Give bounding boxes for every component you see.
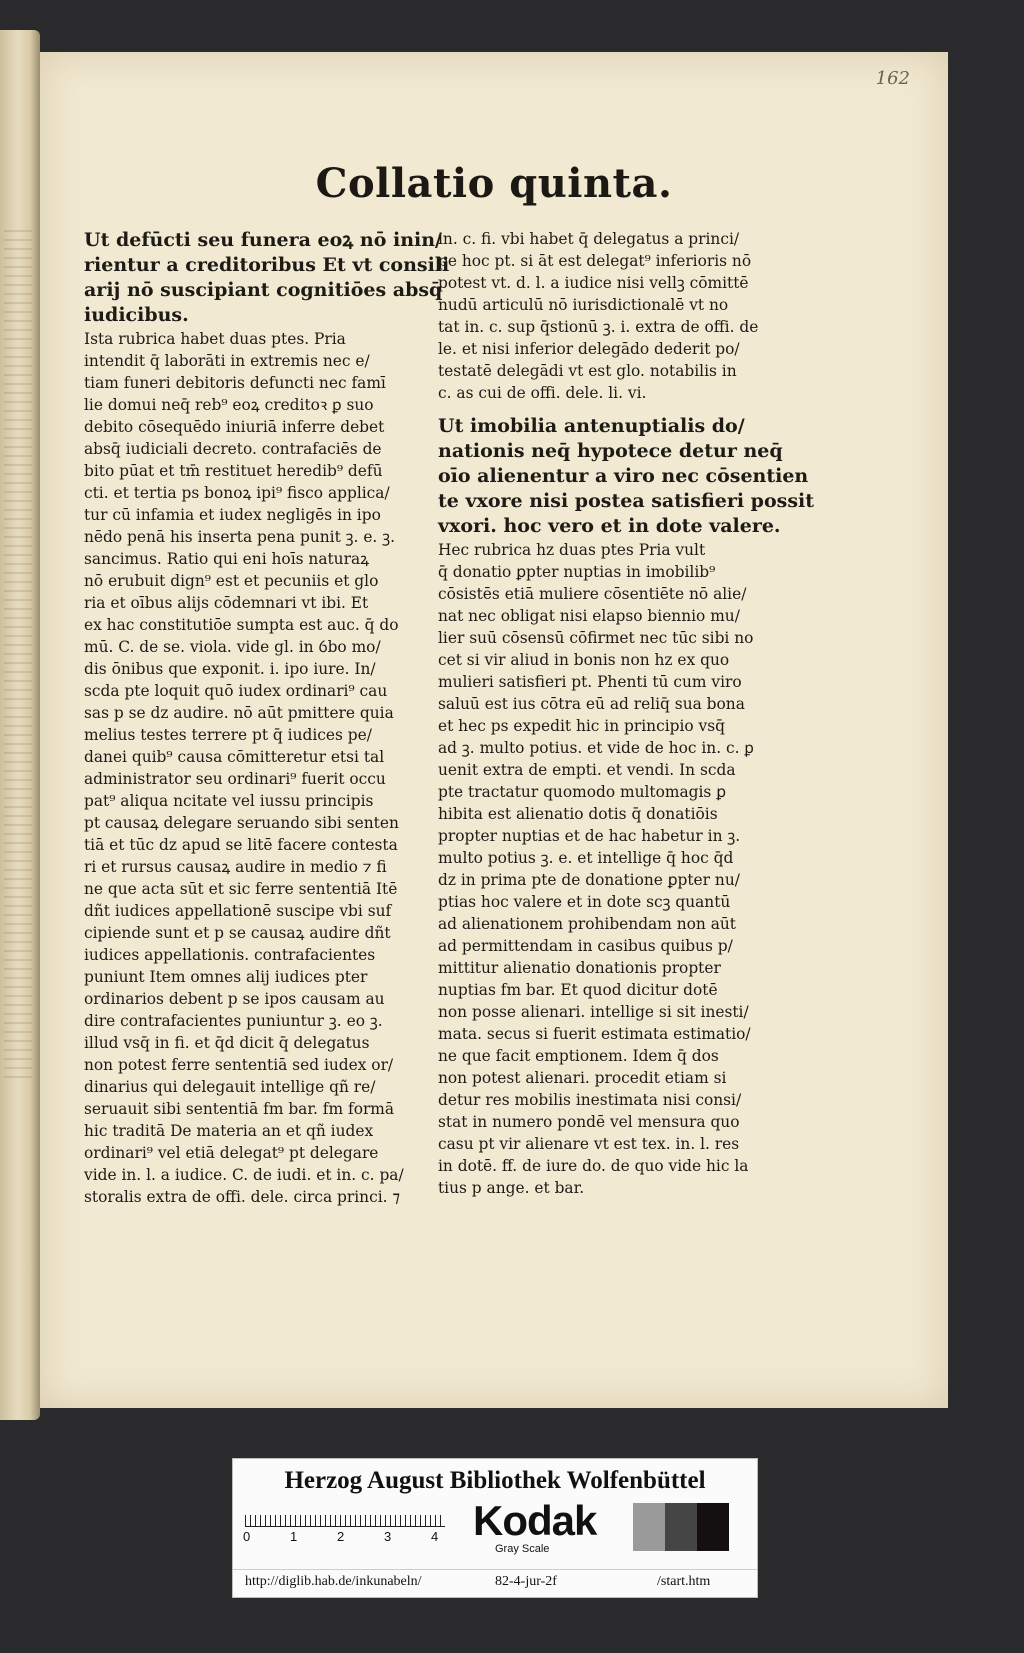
ruler-label: 0 <box>243 1529 251 1544</box>
text-line: dire contrafacientes puniuntur ꝫ. eo ꝫ. <box>84 1012 383 1030</box>
text-line: administrator seu ordinari⁹ fuerit occu <box>84 770 386 788</box>
text-line: tiā et tūc dz apud se litē facere contesta <box>84 836 398 854</box>
ruler-label: 4 <box>431 1529 439 1544</box>
left-text-column <box>84 228 454 1208</box>
ruler-scale <box>245 1505 445 1527</box>
text-line: q̄ donatio ꝑpter nuptias in imobilib⁹ <box>438 563 716 581</box>
library-name: Herzog August Bibliothek Wolfenbüttel <box>284 1467 706 1494</box>
text-line: oīo alienentur a viro nec cōsentien <box>438 465 809 487</box>
text-line: dinarius qui delegauit intellige qñ re/ <box>84 1078 376 1096</box>
ruler-label: 2 <box>337 1529 345 1544</box>
text-line: storalis extra de offi. dele. circa princi. ⁊ <box>84 1188 401 1206</box>
text-line: propter nuptias et de hac habetur in ꝫ. <box>438 827 741 845</box>
manuscript-page <box>40 52 948 1408</box>
ruler-label: 1 <box>290 1529 298 1544</box>
text-line: et hec ps expedit hic in principio vsq̄ <box>438 717 725 735</box>
text-line: Ut imobilia antenuptialis do/ <box>438 415 745 437</box>
text-line: scda pte loquit quō iudex ordinari⁹ cau <box>84 682 388 700</box>
text-line: pte tractatur quomodo multomagis ꝑ <box>438 783 726 801</box>
text-line: detur res mobilis inestimata nisi consi/ <box>438 1091 742 1109</box>
right-lead-text <box>438 228 810 404</box>
text-line: potest vt. d. l. a iudice nisi vellꝫ cōmittē <box>438 274 749 292</box>
text-line: nō erubuit dign⁹ est et pecuniis et glo <box>84 572 379 590</box>
folio-number: 162 <box>875 68 910 89</box>
text-line: hibita est alienatio dotis q̄ donatiōis <box>438 805 718 823</box>
text-line: cti. et tertia ps bonoꝝ ipi⁹ fisco applica/ <box>84 484 390 502</box>
gray-scale-label: Gray Scale <box>495 1543 550 1555</box>
text-line: hic traditā De materia an et qñ iudex <box>84 1122 374 1140</box>
text-line: dz in prima pte de donatione ꝑpter nu/ <box>438 871 740 889</box>
text-line: Ut defūcti seu funera eoꝝ nō inin/ <box>84 229 443 251</box>
text-line: danei quib⁹ causa cōmitteretur etsi tal <box>84 748 385 766</box>
text-line: absq̄ iudiciali decreto. contrafaciēs de <box>84 440 382 458</box>
text-line: iudicibus. <box>84 304 189 326</box>
text-line: ri et rursus causaꝝ audire in medio ⁊ fi <box>84 858 387 876</box>
text-line: non potest ferre sententiā sed iudex or/ <box>84 1056 394 1074</box>
text-line: bito pūat et tm̄ restituet heredib⁹ defū <box>84 462 383 480</box>
text-line: in. c. fi. vbi habet q̄ delegatus a princi/ <box>438 230 740 248</box>
text-line: nat nec obligat nisi elapso biennio mu/ <box>438 607 740 625</box>
text-line: iudices appellationis. contrafacientes <box>84 946 376 964</box>
text-line: puniunt Item omnes alij iudices pter <box>84 968 368 986</box>
text-line: illud vsq̄ in fi. et q̄d dicit q̄ delegatus <box>84 1034 370 1052</box>
text-line: ad ꝫ. multo potius. et vide de hoc in. c. ꝑ <box>438 739 754 757</box>
text-line: stat in numero pondē vel mensura quo <box>438 1113 740 1131</box>
text-line: vxori. hoc vero et in dote valere. <box>438 515 781 537</box>
text-line: vide in. l. a iudice. C. de iudi. et in. c. pa/ <box>84 1166 404 1184</box>
text-line: sancimus. Ratio qui eni hoīs naturaꝝ <box>84 550 370 568</box>
text-line: ptias hoc valere et in dote scꝫ quantū <box>438 893 731 911</box>
text-line: nuptias fm bar. Et quod dicitur dotē <box>438 981 718 999</box>
text-line: ne que acta sūt et sic ferre sententiā Itē <box>84 880 398 898</box>
shelfmark: 82-4-jur-2f <box>495 1574 557 1589</box>
text-line: arij nō suscipiant cognitiōes absq̄ <box>84 279 443 301</box>
library-color-strip <box>232 1458 758 1598</box>
footer-row <box>233 1569 757 1595</box>
right-text-column <box>438 228 815 1199</box>
text-line: multo potius ꝫ. e. et intellige q̄ hoc q̄d <box>438 849 734 867</box>
text-line: ria et oībus alijs cōdemnari vt ibi. Et <box>84 594 369 612</box>
gray-swatch-dark <box>697 1503 729 1551</box>
left-rubric <box>84 228 454 328</box>
text-line: c. as cui de offi. dele. li. vi. <box>438 384 647 402</box>
text-line: pat⁹ aliqua ncitate vel iussu principis <box>84 792 374 810</box>
right-rubric <box>438 414 815 539</box>
right-body-text <box>438 539 810 1199</box>
text-line: seruauit sibi sententiā fm bar. fm formā <box>84 1100 395 1118</box>
text-line: te vxore nisi postea satisfieri possit <box>438 490 815 512</box>
text-line: ad alienationem prohibendam non aūt <box>438 915 736 933</box>
text-line: cipiende sunt et p se causaꝝ audire dñt <box>84 924 391 942</box>
text-line: pt causaꝝ delegare seruando sibi senten <box>84 814 399 832</box>
text-line: debito cōsequēdo iniuriā inferre debet <box>84 418 385 436</box>
left-body-text <box>84 328 454 1208</box>
ruler-label: 3 <box>384 1529 392 1544</box>
text-line: dñt iudices appellationē suscipe vbi suf <box>84 902 392 920</box>
text-line: mū. C. de se. viola. vide gl. in ỽbo mo/ <box>84 638 381 656</box>
text-line: rientur a creditoribus Et vt consili <box>84 254 450 276</box>
gray-swatch-light <box>633 1503 665 1551</box>
text-line: melius testes terrere pt q̄ iudices pe/ <box>84 726 372 744</box>
text-line: mittitur alienatio donationis propter <box>438 959 721 977</box>
text-line: lier suū cōsensū cōfirmet nec tūc sibi no <box>438 629 754 647</box>
text-line: in dotē. ff. de iure do. de quo vide hic la <box>438 1157 749 1175</box>
gray-swatches <box>633 1503 729 1551</box>
text-line: cōsistēs etiā muliere cōsentiēte nō alie/ <box>438 585 747 603</box>
text-line: tur cū infamia et iudex negligēs in ipo <box>84 506 381 524</box>
ruler-labels <box>243 1529 453 1547</box>
text-line: tiam funeri debitoris defuncti nec famī <box>84 374 386 392</box>
gray-swatch-mid <box>665 1503 697 1551</box>
text-line: pe hoc pt. si āt est delegat⁹ inferioris nō <box>438 252 752 270</box>
text-line: mulieri satisfieri pt. Phenti tū cum viro <box>438 673 742 691</box>
text-line: testatē delegādi vt est glo. notabilis in <box>438 362 737 380</box>
text-line: non potest alienari. procedit etiam si <box>438 1069 727 1087</box>
text-line: casu pt vir alienare vt est tex. in. l. res <box>438 1135 740 1153</box>
text-line: ne que facit emptionem. Idem q̄ dos <box>438 1047 719 1065</box>
url-suffix[interactable]: /start.htm <box>657 1574 711 1589</box>
page-title: Collatio quinta. <box>315 160 673 207</box>
text-line: lie domui neq̄ reb⁹ eoꝝ creditoꝛ ꝑ suo <box>84 396 374 414</box>
text-line: ad permittendam in casibus quibus p/ <box>438 937 733 955</box>
text-line: ex hac constitutiōe sumpta est auc. q̄ do <box>84 616 399 634</box>
text-line: le. et nisi inferior delegādo dederit po/ <box>438 340 740 358</box>
text-line: tius p ange. et bar. <box>438 1179 585 1197</box>
text-line: intendit q̄ laborāti in extremis nec e/ <box>84 352 370 370</box>
text-line: uenit extra de empti. et vendi. In scda <box>438 761 736 779</box>
text-line: nudū articulū nō iurisdictionalē vt no <box>438 296 729 314</box>
text-line: ordinari⁹ vel etiā delegat⁹ pt delegare <box>84 1144 379 1162</box>
text-line: sas p se dz audire. nō aūt pmittere quia <box>84 704 394 722</box>
text-line: nationis neq̄ hypotece detur neq̄ <box>438 440 783 462</box>
text-line: saluū est ius cōtra eū ad reliq̄ sua bona <box>438 695 745 713</box>
text-line: Ista rubrica habet duas ptes. Pria <box>84 330 346 348</box>
text-line: cet si vir aliud in bonis non hz ex quo <box>438 651 730 669</box>
url-link[interactable]: http://diglib.hab.de/inkunabeln/ <box>245 1574 422 1589</box>
text-line: non posse alienari. intellige si sit inesti/ <box>438 1003 749 1021</box>
text-line: dis ōnibus que exponit. i. ipo iure. In/ <box>84 660 376 678</box>
text-line: Hec rubrica hz duas ptes Pria vult <box>438 541 706 559</box>
text-line: mata. secus si fuerit estimata estimatio/ <box>438 1025 751 1043</box>
adjacent-page-edge <box>0 30 40 1420</box>
spacer <box>438 404 810 414</box>
text-line: tat in. c. sup q̄stionū ꝫ. i. extra de offi. de <box>438 318 759 336</box>
kodak-logo: Kodak <box>473 1497 597 1544</box>
text-line: nēdo penā his inserta pena punit ꝫ. e. ꝫ. <box>84 528 395 546</box>
text-line: ordinarios debent p se ipos causam au <box>84 990 385 1008</box>
